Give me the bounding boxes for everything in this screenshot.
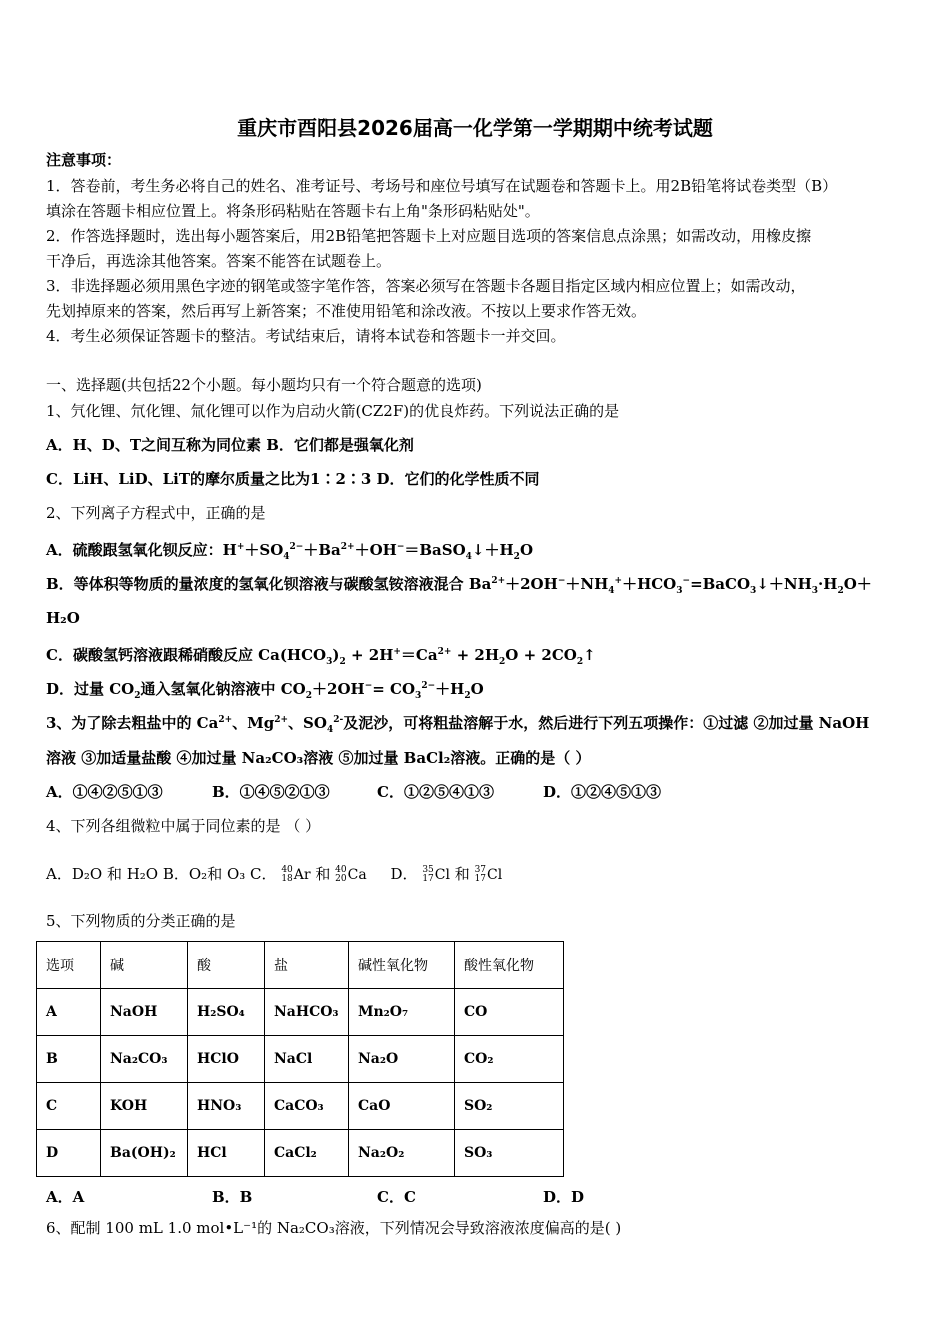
table-cell: NaHCO₃ bbox=[265, 989, 349, 1036]
question-6-stem: 6、配制 100 mL 1.0 mol•L⁻¹的 Na₂CO₃溶液，下列情况会导致溶液浓度偏高的是( ) bbox=[46, 1219, 622, 1237]
question-3-option-d: D．①②④⑤①③ bbox=[543, 783, 662, 801]
question-1-options-ab: A．H、D、T之间互称为同位素 B．它们都是强氧化剂 bbox=[46, 436, 414, 454]
table-cell: Na₂O bbox=[349, 1036, 455, 1083]
classification-table bbox=[36, 941, 564, 1177]
table-cell: Mn₂O₇ bbox=[349, 989, 455, 1036]
question-5-stem: 5、下列物质的分类正确的是 bbox=[46, 912, 236, 930]
notice-line: 3．非选择题必须用黑色字迹的钢笔或签字笔作答，答案必须写在答题卡各题目指定区域内相应位置上；如需改动， bbox=[46, 277, 806, 295]
table-cell: D bbox=[37, 1130, 101, 1177]
question-3-stem: 3、为了除去粗盐中的 $Ca^{2+}$、$Mg^{2+}$、$SO_4^{2-}$及泥沙，可将粗盐溶解于水，然后进行下列五项操作：①过滤 ②加过量 NaOH bbox=[46, 714, 870, 735]
question-2-option-d: D．过量 $CO_2$通入氢氧化钠溶液中 $CO_2+2OH^-= CO_3^{2-}+H_2O$ bbox=[46, 680, 484, 701]
question-3-option-b: B．①④⑤②①③ bbox=[212, 783, 330, 801]
table-header: 盐 bbox=[265, 942, 349, 989]
table-cell: KOH bbox=[101, 1083, 188, 1130]
table-header: 选项 bbox=[37, 942, 101, 989]
table-cell: A bbox=[37, 989, 101, 1036]
notice-line: 先划掉原来的答案，然后再写上新答案；不准使用铅笔和涂改液。不按以上要求作答无效。 bbox=[46, 302, 647, 320]
notice-line: 2．作答选择题时，选出每小题答案后，用2B铅笔把答题卡上对应题目选项的答案信息点涂黑；如需改动，用橡皮擦 bbox=[46, 227, 812, 245]
page-title: 重庆市酉阳县2026届高一化学第一学期期中统考试题 bbox=[237, 116, 713, 140]
table-cell: HNO₃ bbox=[188, 1083, 265, 1130]
table-cell: Ba(OH)₂ bbox=[101, 1130, 188, 1177]
isotope-cl-35: 35 17Cl bbox=[422, 865, 450, 884]
question-1-stem: 1、氕化锂、氘化锂、氚化锂可以作为启动火箭(CZ2F)的优良炸药。下列说法正确的是 bbox=[46, 402, 620, 420]
question-1-options-cd: C．LiH、LiD、LiT的摩尔质量之比为1∶2∶3 D．它们的化学性质不同 bbox=[46, 470, 540, 488]
table-header-row bbox=[37, 942, 564, 989]
question-2-option-c: C．碳酸氢钙溶液跟稀硝酸反应 $Ca(HCO_3)_2 + 2H^+=Ca^{2+} + 2H_2O$ + $2CO_2↑$ bbox=[46, 646, 596, 667]
table-cell: SO₃ bbox=[455, 1130, 564, 1177]
table-row bbox=[37, 1083, 564, 1130]
table-cell: C bbox=[37, 1083, 101, 1130]
question-4-options: A．D₂O 和 H₂O B．O₂和 O₃ C． 40 18Ar 和 40 20Ca D． 35 17Cl 和 37 17Cl bbox=[46, 865, 503, 884]
table-cell: CO₂ bbox=[455, 1036, 564, 1083]
notice-line: 干净后，再选涂其他答案。答案不能答在试题卷上。 bbox=[46, 252, 392, 270]
notice-line: 4．考生必须保证答题卡的整洁。考试结束后，请将本试卷和答题卡一并交回。 bbox=[46, 327, 566, 345]
notice-heading: 注意事项： bbox=[46, 151, 122, 169]
question-5-option-a: A．A bbox=[46, 1188, 85, 1206]
table-row bbox=[37, 989, 564, 1036]
isotope-cl-37: 37 17Cl bbox=[474, 865, 503, 884]
table-cell: HClO bbox=[188, 1036, 265, 1083]
table-row bbox=[37, 1036, 564, 1083]
table-cell: CaO bbox=[349, 1083, 455, 1130]
table-cell: CO bbox=[455, 989, 564, 1036]
table-header: 碱 bbox=[101, 942, 188, 989]
table-cell: Na₂O₂ bbox=[349, 1130, 455, 1177]
table-cell: NaOH bbox=[101, 989, 188, 1036]
question-4-stem: 4、下列各组微粒中属于同位素的是 （ ） bbox=[46, 817, 321, 835]
isotope-ar-40: 40 18Ar bbox=[281, 865, 311, 884]
notice-line: 1．答卷前，考生务必将自己的姓名、准考证号、考场号和座位号填写在试题卷和答题卡上。用2B铅笔将试卷类型（B） bbox=[46, 177, 838, 195]
question-2-option-a: A．硫酸跟氢氧化钡反应：$H^++SO_4^{2-}+Ba^{2+}+OH^-=BaSO_4↓+H_2O$ bbox=[46, 541, 534, 562]
question-5-option-d: D．D bbox=[543, 1188, 585, 1206]
table-cell: B bbox=[37, 1036, 101, 1083]
question-5-option-c: C．C bbox=[377, 1188, 416, 1206]
question-2-option-b: B．等体积等物质的量浓度的氢氧化钡溶液与碳酸氢铵溶液混合 $Ba^{2+}+2OH^-+NH_4^++HCO_3^-=BaCO_3↓+NH_3\cdot H_2O+$ bbox=[46, 575, 872, 596]
section-heading: 一、选择题(共包括22个小题。每小题均只有一个符合题意的选项) bbox=[46, 376, 482, 394]
table-cell: CaCl₂ bbox=[265, 1130, 349, 1177]
question-3-stem-cont: 溶液 ③加适量盐酸 ④加过量 Na₂CO₃溶液 ⑤加过量 BaCl₂溶液。正确的是（ ） bbox=[46, 749, 591, 767]
table-cell: HCl bbox=[188, 1130, 265, 1177]
table-cell: H₂SO₄ bbox=[188, 989, 265, 1036]
question-3-option-a: A．①④②⑤①③ bbox=[46, 783, 163, 801]
isotope-ca-40: 40 20Ca bbox=[335, 865, 367, 884]
table-header: 酸 bbox=[188, 942, 265, 989]
table-header: 酸性氧化物 bbox=[455, 942, 564, 989]
notice-line: 填涂在答题卡相应位置上。将条形码粘贴在答题卡右上角"条形码粘贴处"。 bbox=[46, 202, 540, 220]
table-header: 碱性氧化物 bbox=[349, 942, 455, 989]
table-row bbox=[37, 1130, 564, 1177]
table-cell: SO₂ bbox=[455, 1083, 564, 1130]
question-2-stem: 2、下列离子方程式中，正确的是 bbox=[46, 504, 266, 522]
question-5-option-b: B．B bbox=[212, 1188, 253, 1206]
table-cell: CaCO₃ bbox=[265, 1083, 349, 1130]
question-2-option-b-cont: H₂O bbox=[46, 609, 80, 627]
question-3-option-c: C．①②⑤④①③ bbox=[377, 783, 494, 801]
table-cell: Na₂CO₃ bbox=[101, 1036, 188, 1083]
table-cell: NaCl bbox=[265, 1036, 349, 1083]
